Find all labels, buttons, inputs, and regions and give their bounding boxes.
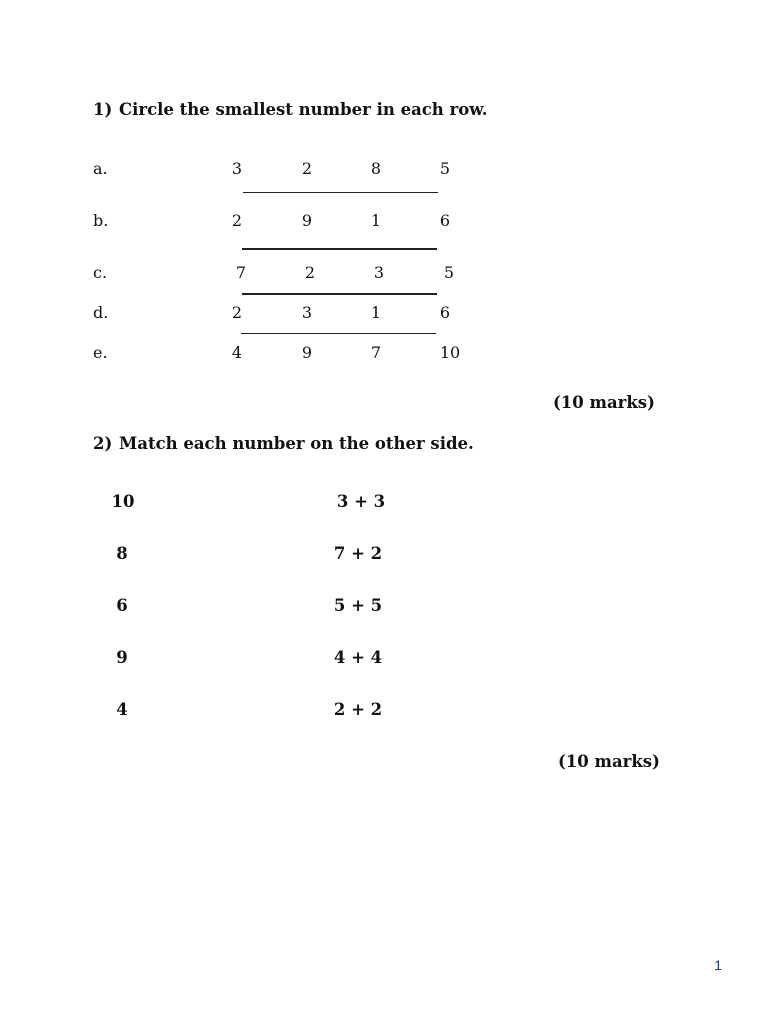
row-label-c: c. <box>93 263 108 282</box>
row-a-value-3[interactable]: 8 <box>370 159 382 178</box>
row-e-value-4[interactable]: 10 <box>439 343 461 362</box>
question-1-number: 1) <box>93 100 113 119</box>
question-1-marks: (10 marks) <box>553 393 655 412</box>
row-e-value-1[interactable]: 4 <box>231 343 243 362</box>
row-label-b: b. <box>93 211 109 230</box>
match-left-item-5[interactable]: 4 <box>116 700 128 719</box>
row-divider <box>242 293 437 295</box>
page-number: 1 <box>714 957 722 973</box>
match-right-item-4[interactable]: 4 + 4 <box>333 648 383 667</box>
row-d-value-1[interactable]: 2 <box>231 303 243 322</box>
row-d-value-2[interactable]: 3 <box>301 303 313 322</box>
row-a-value-1[interactable]: 3 <box>231 159 243 178</box>
match-left-item-2[interactable]: 8 <box>116 544 128 563</box>
row-b-value-1[interactable]: 2 <box>231 211 243 230</box>
row-c-value-2[interactable]: 2 <box>304 263 316 282</box>
question-2-number: 2) <box>93 434 113 453</box>
question-2-text: Match each number on the other side. <box>119 434 474 453</box>
match-right-item-3[interactable]: 5 + 5 <box>333 596 383 615</box>
match-left-item-4[interactable]: 9 <box>116 648 128 667</box>
row-divider <box>242 248 437 250</box>
match-left-item-3[interactable]: 6 <box>116 596 128 615</box>
match-right-item-2[interactable]: 7 + 2 <box>333 544 383 563</box>
question-1-title <box>93 100 488 119</box>
row-b-value-2[interactable]: 9 <box>301 211 313 230</box>
match-right-item-5[interactable]: 2 + 2 <box>333 700 383 719</box>
match-right-item-1[interactable]: 3 + 3 <box>336 492 386 511</box>
row-e-value-2[interactable]: 9 <box>301 343 313 362</box>
match-left-item-1[interactable]: 10 <box>111 492 135 511</box>
row-b-value-3[interactable]: 1 <box>370 211 382 230</box>
row-a-value-4[interactable]: 5 <box>439 159 451 178</box>
row-label-d: d. <box>93 303 109 322</box>
row-label-a: a. <box>93 159 108 178</box>
row-b-value-4[interactable]: 6 <box>439 211 451 230</box>
row-d-value-4[interactable]: 6 <box>439 303 451 322</box>
row-e-value-3[interactable]: 7 <box>370 343 382 362</box>
question-2-title <box>93 434 474 453</box>
row-d-value-3[interactable]: 1 <box>370 303 382 322</box>
row-divider <box>243 192 438 193</box>
question-1-text: Circle the smallest number in each row. <box>119 100 488 119</box>
row-c-value-3[interactable]: 3 <box>373 263 385 282</box>
row-c-value-1[interactable]: 7 <box>235 263 247 282</box>
row-c-value-4[interactable]: 5 <box>443 263 455 282</box>
row-a-value-2[interactable]: 2 <box>301 159 313 178</box>
question-2-marks: (10 marks) <box>558 752 660 771</box>
row-divider <box>241 333 436 334</box>
row-label-e: e. <box>93 343 108 362</box>
